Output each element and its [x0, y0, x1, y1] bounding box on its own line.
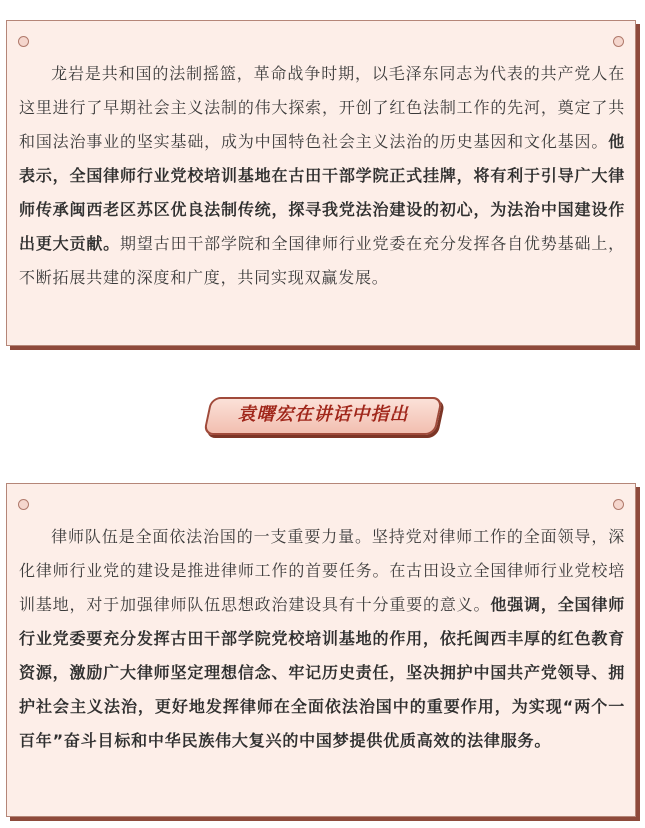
corner-dot-icon	[613, 36, 624, 47]
corner-dot-icon	[613, 499, 624, 510]
paragraph-1-text: 龙岩是共和国的法制摇篮，革命战争时期，以毛泽东同志为代表的共产党人在这里进行了早期社会主义法制的伟大探索，开创了红色法制工作的先河，奠定了共和国法治事业的坚实基础，成为中国特色社会主义法治的历史基因和文化基因。	[19, 64, 625, 151]
corner-dot-icon	[18, 499, 29, 510]
paragraph-2	[19, 520, 625, 758]
paragraph-1-end: 期望古田干部学院和全国律师行业党委在充分发挥各自优势基础上，不断拓展共建的深度和广度，共同实现双赢发展。	[19, 234, 625, 287]
paragraph-2-text: 律师队伍是全面依法治国的一支重要力量。坚持党对律师工作的全面领导，深化律师行业党的建设是推进律师工作的首要任务。在古田设立全国律师行业党校培训基地，对于加强律师队伍思想政治建设具有十分重要的意义。	[19, 527, 625, 614]
text-card-2	[6, 483, 636, 817]
corner-dot-icon	[18, 36, 29, 47]
section-banner-label: 袁曙宏在讲话中指出	[237, 404, 409, 425]
paragraph-2-bold: 他强调，全国律师行业党委要充分发挥古田干部学院党校培训基地的作用，依托闽西丰厚的红色教育资源，激励广大律师坚定理想信念、牢记历史责任，坚决拥护中国共产党领导、拥护社会主义法治，更好地发挥律师在全面依法治国中的重要作用，为实现“两个一百年”奋斗目标和中华民族伟大复兴的中国梦提供优质高效的法律服务。	[19, 595, 625, 750]
paragraph-1-bold: 他表示，全国律师行业党校培训基地在古田干部学院正式挂牌，将有利于引导广大律师传承闽西老区苏区优良法制传统，探寻我党法治建设的初心，为法治中国建设作出更大贡献。	[19, 132, 625, 253]
text-card-1	[6, 20, 636, 346]
paragraph-1	[19, 57, 625, 295]
